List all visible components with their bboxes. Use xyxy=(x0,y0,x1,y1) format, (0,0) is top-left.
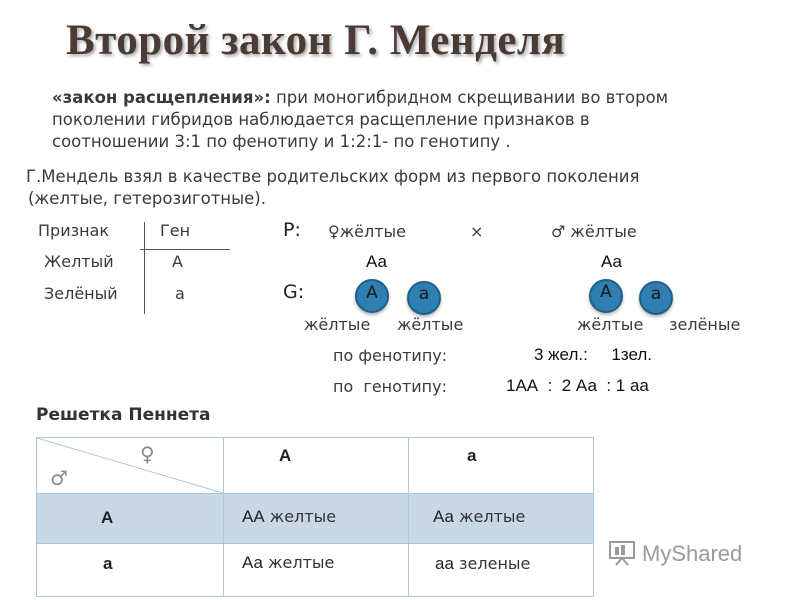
genotype-label: по генотипу: xyxy=(333,377,447,396)
punnett-corner-cell xyxy=(37,438,224,494)
law-definition xyxy=(52,87,668,153)
punnett-cell xyxy=(224,494,409,544)
female-genotype: Аа xyxy=(366,252,387,271)
watermark-text: MyShared xyxy=(642,541,743,566)
mendel-line-2: (желтые, гетерозиготные). xyxy=(28,189,266,208)
law-term: «закон расщепления»: xyxy=(52,88,271,107)
phenotype-ratio: 3 жел.: 1зел. xyxy=(534,345,653,364)
gamete-label: а xyxy=(650,284,662,304)
gamete-label: А xyxy=(366,283,378,303)
column-allele: а xyxy=(467,446,477,465)
gamete-label: а xyxy=(418,284,430,304)
phenotype-label: по фенотипу: xyxy=(333,346,448,365)
column-allele: А xyxy=(279,446,292,465)
row-allele-cell xyxy=(37,544,224,597)
watermark xyxy=(608,540,742,567)
cross-symbol: × xyxy=(470,222,484,241)
mendel-line-1: Г.Мендель взял в качестве родительских форм из первого поколения xyxy=(26,167,640,186)
gene-header: Ген xyxy=(160,221,191,240)
page-title: Второй закон Г. Менделя xyxy=(66,17,566,64)
row-allele-cell xyxy=(37,494,224,544)
male-genotype: Аа xyxy=(601,252,622,271)
trait-gene: А xyxy=(172,252,183,271)
trait-gene: а xyxy=(175,284,185,303)
g-label: G: xyxy=(283,281,305,303)
cell-phenotype: зеленые xyxy=(459,554,531,573)
male-symbol-icon: ♂ xyxy=(50,466,68,490)
cell-phenotype: желтые xyxy=(268,553,335,572)
gamete-label: А xyxy=(600,282,612,302)
punnett-cell xyxy=(409,544,594,597)
presentation-icon xyxy=(608,540,638,566)
p-label: Р: xyxy=(283,219,301,241)
cell-genotype: АА xyxy=(242,507,265,526)
trait-table-divider xyxy=(140,249,230,250)
punnett-header-cell xyxy=(224,438,409,494)
cell-genotype: Аа xyxy=(433,507,454,526)
offspring-phenotype: зелёные xyxy=(669,315,741,334)
female-parent: ♀жёлтые xyxy=(328,222,406,241)
punnett-header-cell xyxy=(409,438,594,494)
offspring-phenotype: жёлтые xyxy=(397,315,464,334)
offspring-phenotype: жёлтые xyxy=(577,315,644,334)
row-allele: А xyxy=(101,508,114,527)
law-line-3: соотношении 3:1 по фенотипу и 1:2:1- по генотипу . xyxy=(52,132,511,151)
cell-phenotype: желтые xyxy=(269,507,337,526)
female-symbol-icon: ♀ xyxy=(140,442,155,466)
genotype-ratio: 1АА : 2 Аа : 1 аа xyxy=(506,376,649,395)
trait-table-column-divider xyxy=(144,222,145,314)
cell-phenotype: желтые xyxy=(459,507,526,526)
mendel-intro xyxy=(26,166,639,210)
punnett-cell xyxy=(224,544,409,597)
trait-name: Желтый xyxy=(44,252,114,271)
punnett-cell xyxy=(409,494,594,544)
law-line-2: поколении гибридов наблюдается расщепление признаков в xyxy=(52,110,590,129)
punnett-square xyxy=(36,437,594,597)
trait-name: Зелёный xyxy=(44,284,118,303)
cell-genotype: Аа xyxy=(242,553,263,572)
cell-genotype: аа xyxy=(435,554,454,573)
offspring-phenotype: жёлтые xyxy=(304,315,371,334)
punnett-title: Решетка Пеннета xyxy=(36,405,211,425)
law-line-1: при моногибридном скрещивании во втором xyxy=(275,88,669,107)
male-parent: ♂ жёлтые xyxy=(551,222,637,241)
trait-header: Признак xyxy=(38,221,110,240)
row-allele: а xyxy=(103,554,113,573)
